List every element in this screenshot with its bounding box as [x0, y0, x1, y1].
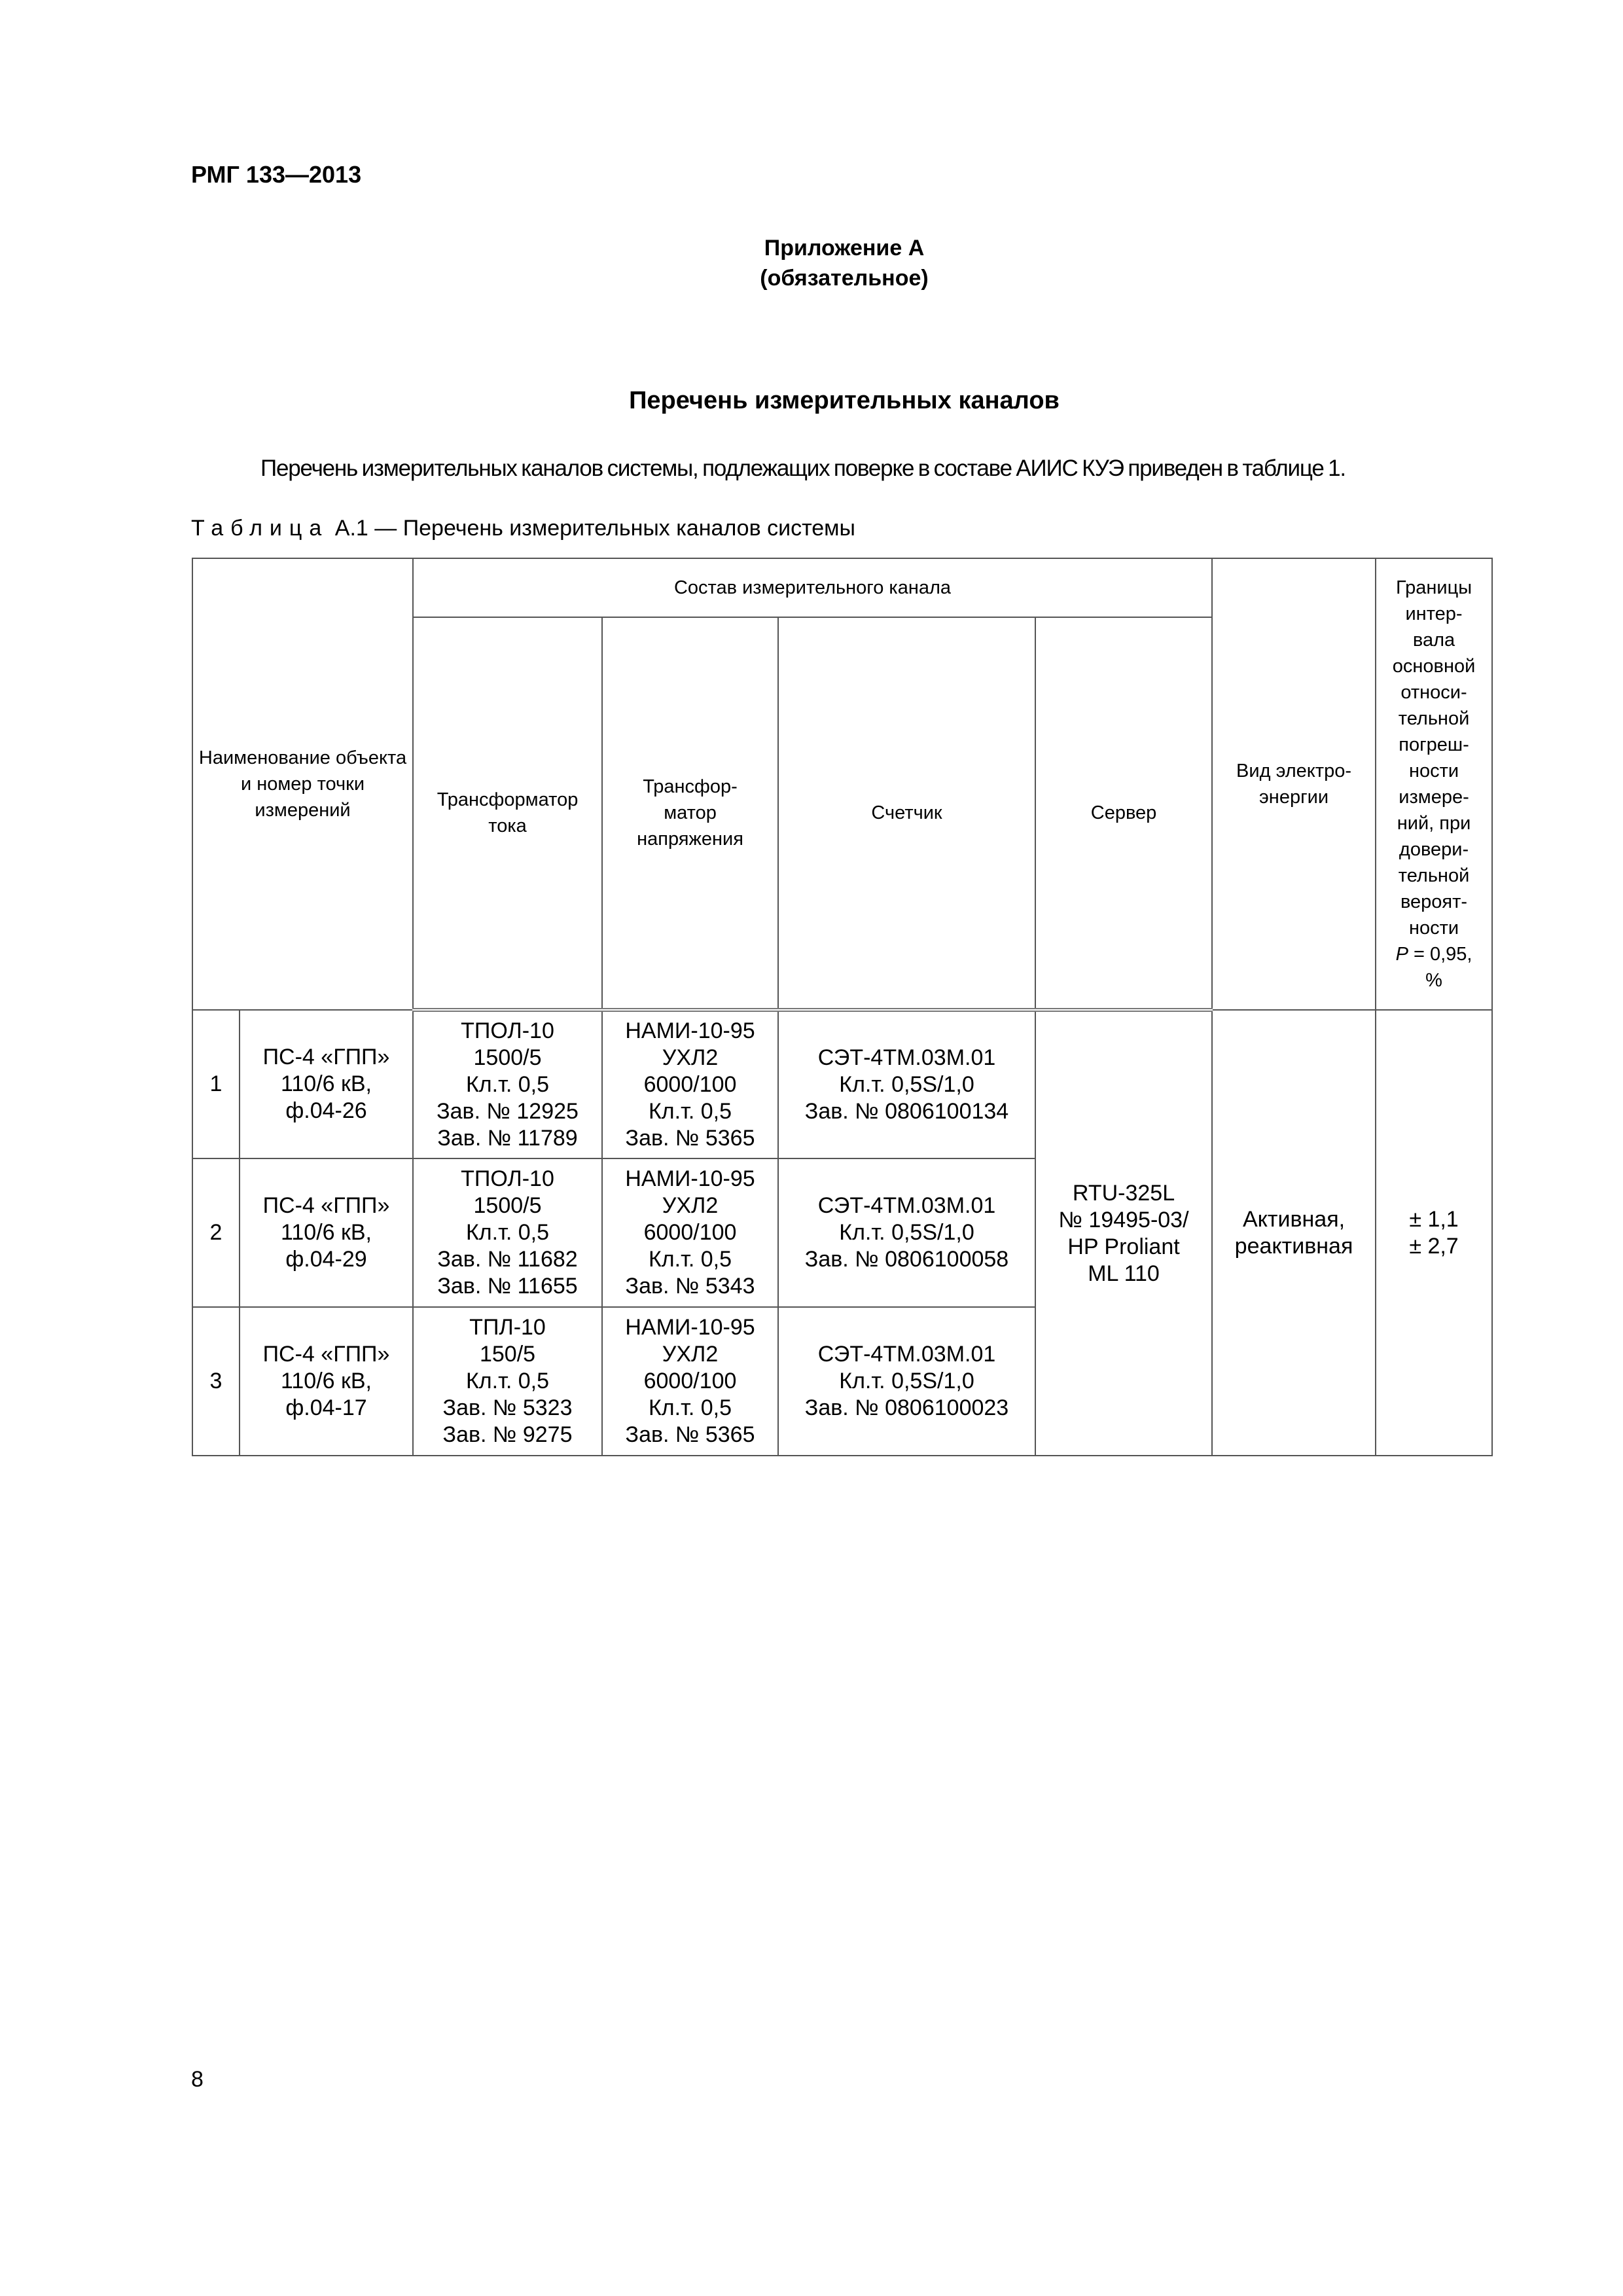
- header-accuracy-limits: [1376, 558, 1492, 1010]
- measurement-channels-table: [192, 558, 1493, 1456]
- object-name-cell: ПС-4 «ГПП» 110/6 кВ, ф.04-29: [240, 1158, 413, 1307]
- section-title: Перечень измерительных каналов: [629, 387, 1060, 414]
- header-current-transformer: Трансформатор тока: [413, 617, 602, 1010]
- header-accuracy-p-value: = 0,95,: [1408, 944, 1472, 965]
- voltage-transformer-cell: НАМИ-10-95 УХЛ2 6000/100 Кл.т. 0,5 Зав. № 5365: [602, 1010, 778, 1158]
- meter-cell: СЭТ-4ТМ.03М.01 Кл.т. 0,5S/1,0 Зав. № 0806100134: [778, 1010, 1035, 1158]
- table-caption-text: А.1 — Перечень измерительных каналов системы: [334, 516, 855, 541]
- row-number: 1: [192, 1010, 240, 1158]
- voltage-transformer-cell: НАМИ-10-95 УХЛ2 6000/100 Кл.т. 0,5 Зав. № 5365: [602, 1307, 778, 1456]
- header-accuracy-unit: %: [1425, 970, 1442, 991]
- page-number: 8: [191, 2067, 204, 2092]
- current-transformer-cell: ТПОЛ-10 1500/5 Кл.т. 0,5 Зав. № 12925 Зав. № 11789: [413, 1010, 602, 1158]
- header-meter: Счетчик: [778, 617, 1035, 1010]
- header-object-name: Наименование объекта и номер точки измерений: [192, 558, 413, 1010]
- header-accuracy-p-symbol: P: [1395, 944, 1408, 965]
- appendix-title: Приложение А: [764, 236, 925, 260]
- accuracy-cell: ± 1,1 ± 2,7: [1376, 1010, 1492, 1456]
- voltage-transformer-cell: НАМИ-10-95 УХЛ2 6000/100 Кл.т. 0,5 Зав. № 5343: [602, 1158, 778, 1307]
- current-transformer-cell: ТПОЛ-10 1500/5 Кл.т. 0,5 Зав. № 11682 Зав. № 11655: [413, 1158, 602, 1307]
- header-row-1: [192, 558, 1492, 617]
- appendix-status: (обязательное): [760, 266, 929, 291]
- row-number: 3: [192, 1307, 240, 1456]
- header-server: Сервер: [1035, 617, 1212, 1010]
- current-transformer-cell: ТПЛ-10 150/5 Кл.т. 0,5 Зав. № 5323 Зав. № 9275: [413, 1307, 602, 1456]
- header-energy-type: Вид электро- энергии: [1212, 558, 1376, 1010]
- object-name-cell: ПС-4 «ГПП» 110/6 кВ, ф.04-17: [240, 1307, 413, 1456]
- table-caption-prefix: Таблица: [191, 516, 329, 541]
- row-number: 2: [192, 1158, 240, 1307]
- intro-paragraph: Перечень измерительных каналов системы, подлежащих поверке в составе АИИС КУЭ приведен в таблице 1.: [260, 456, 1346, 481]
- appendix-heading: [0, 233, 1623, 293]
- object-name-cell: ПС-4 «ГПП» 110/6 кВ, ф.04-26: [240, 1010, 413, 1158]
- header-channel-composition: Состав измерительного канала: [413, 558, 1212, 617]
- energy-type-cell: Активная, реактивная: [1212, 1010, 1376, 1456]
- document-code: РМГ 133—2013: [191, 161, 362, 188]
- meter-cell: СЭТ-4ТМ.03М.01 Кл.т. 0,5S/1,0 Зав. № 0806100058: [778, 1158, 1035, 1307]
- table-caption: [191, 516, 855, 541]
- table-row: [192, 1010, 1492, 1158]
- meter-cell: СЭТ-4ТМ.03М.01 Кл.т. 0,5S/1,0 Зав. № 0806100023: [778, 1307, 1035, 1456]
- header-accuracy-text: Границы интер- вала основной относи- тельной погреш- ности измере- ний, при довери- тельной вероят- ности: [1392, 577, 1476, 939]
- header-voltage-transformer: Трансфор- матор напряжения: [602, 617, 778, 1010]
- server-cell: RTU-325L № 19495-03/ HP Proliant ML 110: [1035, 1010, 1212, 1456]
